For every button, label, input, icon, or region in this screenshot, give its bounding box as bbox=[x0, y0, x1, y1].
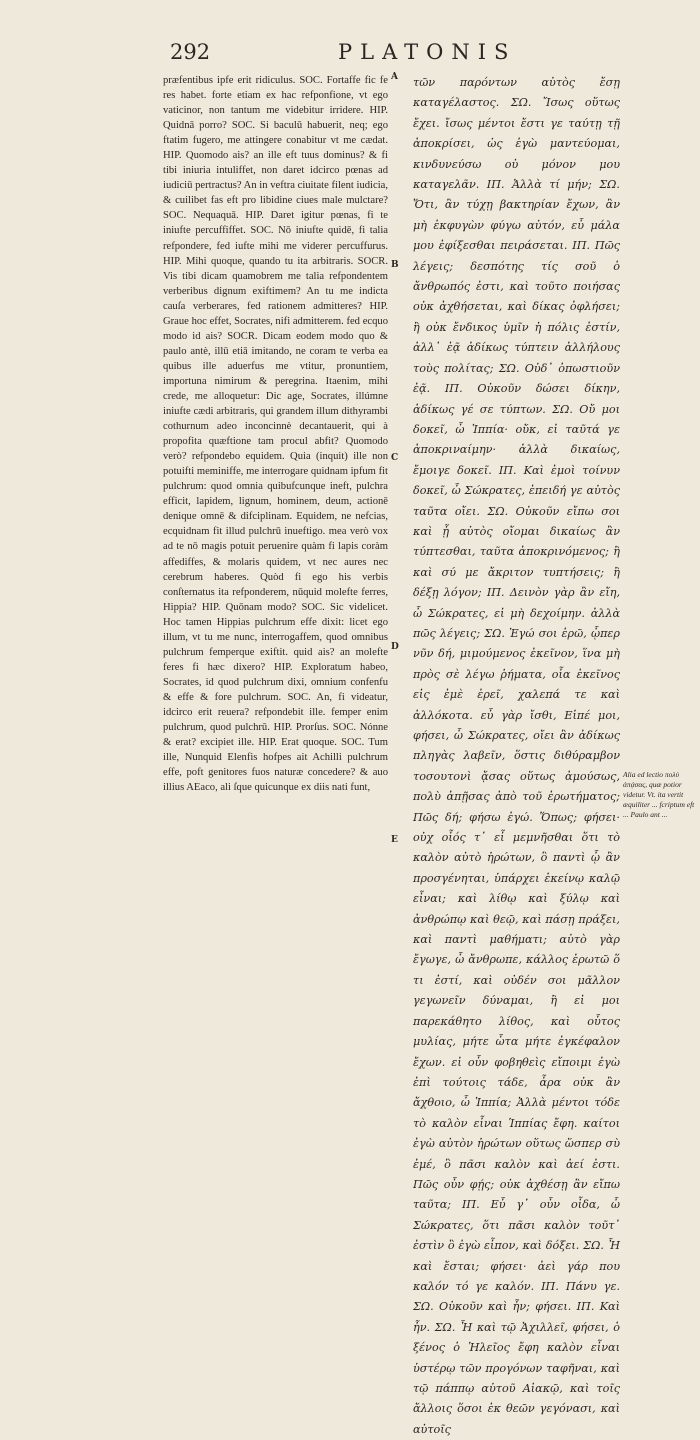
page-number: 292 bbox=[170, 40, 211, 64]
margin-letter-a: A bbox=[391, 72, 398, 82]
margin-note: Alia ed lectio πολύ ἀπᾴσας, quæ potior videtur. Vt. ita vertit æquiliter ... fcriptum eft ... Paulo ant ... bbox=[623, 770, 695, 819]
margin-letters bbox=[391, 60, 407, 1160]
latin-column bbox=[163, 73, 388, 795]
greek-text: τῶν παρόντων αὐτὸς ἔσῃ καταγέλαστος. ΣΩ. Ἴσως οὕτως ἔχει. ἴσως μέντοι ἔστι γε ταύτῃ τῇ ἀποκρίσει, ὡς ἐγὼ μαντεύομαι, κινδυνεύσω οὐ μόνον μου καταγελᾶν. ΙΠ. Ἀλλὰ τί μήν; ΣΩ. Ὅτι, ἂν τύχῃ βακτηρίαν ἔχων, ἂν μὴ ἐκφυγὼν φύγω αὐτόν, εὖ μάλα μου ἐφίξεσθαι πειράσεται. ΙΠ. Πῶς λέγεις; δεσπότης τίς σοῦ ὁ ἄνθρωπός ἐστι, καὶ τοῦτο ποιήσας οὐκ ἀχθήσεται, καὶ δίκας ὀφλήσει; ἢ οὐκ ἔνδικος ὑμῖν ἡ πόλις ἐστίν, ἀλλ᾽ ἐᾷ ἀδίκως τύπτειν ἀλλήλους τοὺς πολίτας; ΣΩ. Οὐδ᾽ ὁπωστιοῦν ἐᾷ. ΙΠ. Οὐκοῦν δώσει δίκην, ἀδίκως γέ σε τύπτων. ΣΩ. Οὔ μοι δοκεῖ, ὦ Ἱππία· οὔκ, εἰ ταῦτά γε ἀποκριναίμην· ἀλλὰ δικαίως, ἔμοιγε δοκεῖ. ΙΠ. Καὶ ἐμοὶ τοίνυν δοκεῖ, ὦ Σώκρατες, ἐπειδή γε αὐτὸς ταῦτα οἴει. ΣΩ. Οὐκοῦν εἴπω σοι καὶ ᾗ αὐτὸς οἴομαι δικαίως ἂν τύπτεσθαι, ταῦτα ἀποκρινόμενος; ἢ καὶ σύ με ἄκριτον τυπτήσεις; ἢ δέξῃ λόγον; ΙΠ. Δεινὸν γὰρ ἂν εἴη, ὦ Σώκρατες, εἰ μὴ δεχοίμην. ἀλλὰ πῶς λέγεις; ΣΩ. Ἐγώ σοι ἐρῶ, ᾧπερ νῦν δή, μιμούμενος ἐκεῖνον, ἵνα μὴ πρὸς σὲ λέγω ῥήματα, οἷα ἐκεῖνος εἰς ἐμὲ ἐρεῖ, χαλεπά τε καὶ ἀλλόκοτα. εὖ γὰρ ἴσθι, Εἰπέ μοι, φήσει, ὦ Σώκρατες, οἴει ἂν ἀδίκως πληγὰς λαβεῖν, ὅστις διθύραμβον τοσουτονὶ ᾄσας οὕτως ἀμούσως, πολὺ ἀπῇσας ἀπὸ τοῦ ἐρωτήματος; Πῶς δή; φήσω ἐγώ. Ὅπως; φήσει· οὐχ οἷός τ᾽ εἶ μεμνῆσθαι ὅτι τὸ καλὸν αὐτὸ ἠρώτων, ὃ παντὶ ᾧ ἂν προσγένηται, ὑπάρχει ἐκείνῳ καλῷ εἶναι; καὶ λίθῳ καὶ ξύλῳ καὶ ἀνθρώπῳ καὶ θεῷ, καὶ πάσῃ πράξει, καὶ παντὶ μαθήματι; αὐτὸ γὰρ ἔγωγε, ὦ ἄνθρωπε, κάλλος ἐρωτῶ ὅ τι ἐστί, καὶ οὐδέν σοι μᾶλλον γεγωνεῖν δύναμαι, ἢ εἰ μοι παρεκάθητο λίθος, καὶ οὗτος μυλίας, μήτε ὦτα μήτε ἐγκέφαλον ἔχων. εἰ οὖν φοβηθεὶς εἴποιμι ἐγὼ ἐπὶ τούτοις τάδε, ἆρα οὐκ ἂν ἄχθοιο, ὦ Ἱππία; Ἀλλὰ μέντοι τόδε τὸ καλὸν εἶναι Ἱππίας ἔφη. καίτοι ἐγὼ αὐτὸν ἠρώτων οὕτως ὥσπερ σὺ ἐμέ, ὃ πᾶσι καλὸν καὶ ἀεί ἐστι. Πῶς οὖν φῄς; οὐκ ἀχθέσῃ ἂν εἴπω ταῦτα; ΙΠ. Εὖ γ᾽ οὖν οἶδα, ὦ Σώκρατες, ὅτι πᾶσι καλὸν τοῦτ᾽ ἐστὶν ὃ ἐγὼ εἶπον, καὶ δόξει. ΣΩ. Ἦ καὶ ἔσται; φήσει· ἀεὶ γάρ που καλόν τό γε καλόν. ΙΠ. Πάνυ γε. ΣΩ. Οὐκοῦν καὶ ἦν; φήσει. ΙΠ. Καὶ ἦν. ΣΩ. Ἦ καὶ τῷ Ἀχιλλεῖ, φήσει, ὁ ξένος ὁ Ἠλεῖος ἔφη καλὸν εἶναι ὑστέρῳ τῶν προγόνων ταφῆναι, καὶ τῷ πάππῳ αὐτοῦ Αἰακῷ, καὶ τοῖς ἄλλοις ὅσοι ἐκ θεῶν γεγόνασι, καὶ αὐτοῖς bbox=[413, 76, 620, 1436]
page-header bbox=[170, 40, 670, 70]
margin-letter-d: D bbox=[391, 642, 399, 652]
margin-letter-e: E bbox=[391, 835, 398, 845]
running-title: PLATONIS bbox=[338, 40, 517, 64]
margin-letter-c: C bbox=[391, 453, 399, 463]
margin-letter-b: B bbox=[391, 260, 399, 270]
greek-column bbox=[413, 73, 620, 1440]
latin-text: præfentibus ipfe erit ridiculus. SOC. Fortaffe fic fe res habet. forte etiam ex hac refponfione, vt ego vaticinor, non tantum me videbitur irridere. HIP. Quidnā porro? SOC. Si baculū habuerit, neq; ego ftatim fugero, me attingere conabitur vt me cædat. HIP. Quomodo ais? an ille eft tuus dominus? & fi tibi iniuria intuliffet, non daret idcirco pœnas ad iudiciū pertractus? An in veftra ciuitate filent iudicia, & cuilibet fas eft pro libidine ciues male mulctare? SOC. Nequaquā. HIP. Daret igitur pœnas, fi te iniufte percuffiffet. SOC. Nō iniufte quidē, fi talia refpondere, fed iufte mihi me viderer percuffurus. HIP. Mihi quoque, quando tu ita arbitraris. SOCR. Vis tibi dicam quamobrem me talia refpondentem verberibus dignum exiftimem? An tu me indicta cauſa verberares, fed rationem admitteres? HIP. Graue hoc effet, Socrates, nifi admitterem. fed ecquo modo id ais? SOCR. Dicam eodem modo quo & paulo antè, illū etiā imitando, ne coram te verba ea quibus ille aduerfus me vtitur, pronuntiem, importuna nimirum & peregrina. Itaenim, mihi crede, me alloquetur: Dic age, Socrates, illúmne iniufte cædi arbitraris, qui grandem illum dithyrambi cothurnum adeo inconcinnè decantauerit, qui à propofita quæftione tam procul abfit? Quomodo verò? refpondebo equidem. Quia (inquit) ille non potuifti meminiffe, me interrogare quidnam ipfum fit pulchrum: quod omnia quibufcunque ineft, pulchra efficit, lapidem, lignum, hominem, deum, actionē denique omnē & difciplinam. Equidem, ne nefcias, ecquidnam fit illud pulchrū inueftigo. mea verò vox ad te nō magis potuit peruenire quàm fi lapis coràm affediffes, & molaris quidem, vt nec aures nec cerebrum haberes. Quòd fi ego his verbis conſternatus ita refponderem, nūquid molefte ferres, Hippia? HIP. Quōnam modo? SOC. Sic videlicet. Hoc tamen Hippias pulchrum effe dixit: licet ego illum, vt tu me nunc, interrogaffem, quod omnibus pulchrum femperque exiftit. quid ais? an molefte feres fi hæc dixero? HIP. Exploratum habeo, Socrates, id quod pulchrum dixi, omnium confenfu & effe & fore pulchrum. SOC. An, fi videatur, idcirco erit reuera? refpondebit ille. femper enim pulchrum, quod pulchrū. HIP. Prorſus. SOC. Nónne & erat? excipiet ille. HIP. Erat quoque. SOC. Tum ille, Nunquid Elenfis hofpes ait Achilli pulchrum effe, poft genitores fuos naturæ concedere? & auo illius AEaco, ali ſque quicunque ex diis nati funt, bbox=[163, 75, 388, 794]
